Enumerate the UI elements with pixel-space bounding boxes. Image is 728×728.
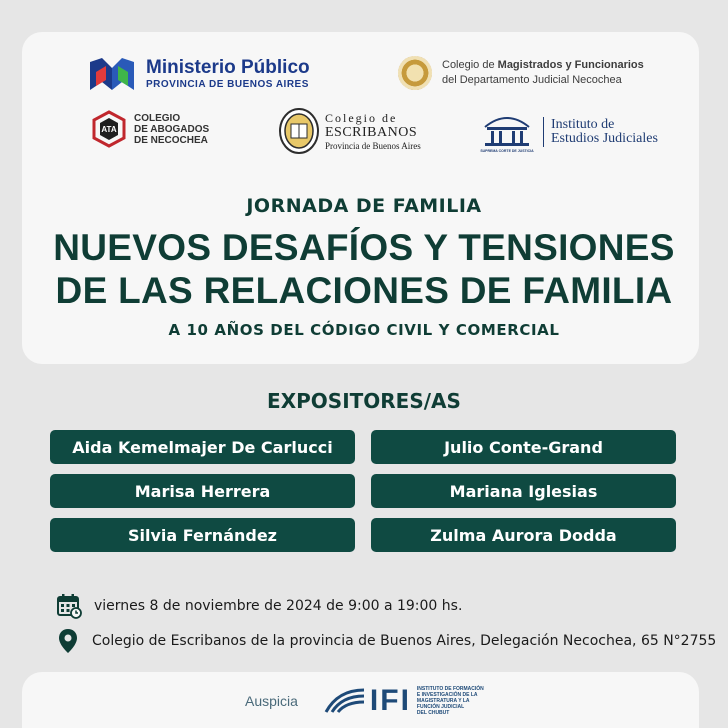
ifi-sub-line: MAGISTRATURA Y LA (416, 698, 470, 704)
instituto-divider (543, 117, 544, 147)
escribanos-line1: Colegio de (325, 110, 398, 125)
instituto-line2: Estudios Judiciales (551, 131, 658, 146)
event-date-row (56, 593, 462, 619)
magistrados-line1-prefix: Colegio de (442, 59, 498, 71)
colegio-abogados-icon (90, 110, 128, 148)
ministerio-publico-icon (90, 58, 134, 90)
magistrados-seal-icon (398, 56, 432, 90)
ifi-logo-subtitle (417, 686, 487, 716)
ministerio-title: Ministerio Público (146, 57, 310, 78)
magistrados-line1 (442, 58, 644, 73)
magistrados-line2: del Departamento Judicial Necochea (442, 74, 622, 86)
instituto-building-icon (477, 111, 537, 153)
ifi-logo-icon (324, 688, 366, 714)
abogados-mark-text: ATA (101, 125, 117, 134)
speaker-badge: Marisa Herrera (50, 474, 355, 508)
speaker-badge: Julio Conte-Grand (371, 430, 676, 464)
ifi-sub-line: E INVESTIGACIÓN DE LA (416, 692, 478, 698)
escribanos-seal-icon (279, 108, 319, 154)
event-place-text: Colegio de Escribanos de la provincia de Buenos Aires, Delegación Necochea, 65 N°2755 (92, 633, 717, 649)
escribanos-line3: Provincia de Buenos Aires (325, 140, 421, 151)
ifi-logo-text: IFI (369, 684, 411, 717)
escribanos-line2: ESCRIBANOS (325, 124, 418, 140)
abogados-line2: DE ABOGADOS (134, 123, 210, 135)
instituto-line1: Instituto de (551, 117, 615, 132)
event-place-row (58, 628, 716, 654)
speaker-badge: Zulma Aurora Dodda (371, 518, 676, 552)
calendar-icon (56, 593, 82, 619)
ministerio-publico-logo (90, 58, 310, 90)
event-title-line1: NUEVOS DESAFÍOS Y TENSIONES (53, 227, 675, 268)
speaker-badge: Aida Kemelmajer De Carlucci (50, 430, 355, 464)
instituto-mark-caption: SUPREMA CORTE DE JUSTICIA (480, 149, 534, 153)
abogados-line1: COLEGIO (134, 112, 181, 124)
event-title (0, 226, 728, 312)
sponsor-label: Auspicia (245, 693, 298, 709)
speaker-badge: Silvia Fernández (50, 518, 355, 552)
colegio-magistrados-logo (398, 56, 644, 90)
event-label: JORNADA DE FAMILIA (246, 195, 482, 217)
colegio-escribanos-logo (279, 108, 421, 154)
event-title-line2: DE LAS RELACIONES DE FAMILIA (55, 270, 673, 311)
ifi-sub-line: DEL CHUBUT (416, 710, 450, 716)
event-date-text: viernes 8 de noviembre de 2024 de 9:00 a 19:00 hs. (94, 598, 463, 614)
magistrados-line1-bold: Magistrados y Funcionarios (497, 59, 644, 71)
location-pin-icon (58, 628, 78, 654)
speakers-heading: EXPOSITORES/AS (267, 389, 461, 413)
ministerio-subtitle: PROVINCIA DE BUENOS AIRES (146, 79, 309, 90)
ifi-sub-line: FUNCIÓN JUDICIAL (416, 704, 465, 710)
sponsor-row (245, 686, 487, 716)
instituto-estudios-logo (477, 111, 658, 153)
ifi-sub-line: INSTITUTO DE FORMACIÓN (416, 686, 484, 692)
speaker-badge: Mariana Iglesias (371, 474, 676, 508)
event-subtitle: A 10 AÑOS DEL CÓDIGO CIVIL Y COMERCIAL (168, 321, 560, 339)
colegio-abogados-logo (90, 110, 209, 148)
abogados-line3: DE NECOCHEA (134, 134, 208, 146)
